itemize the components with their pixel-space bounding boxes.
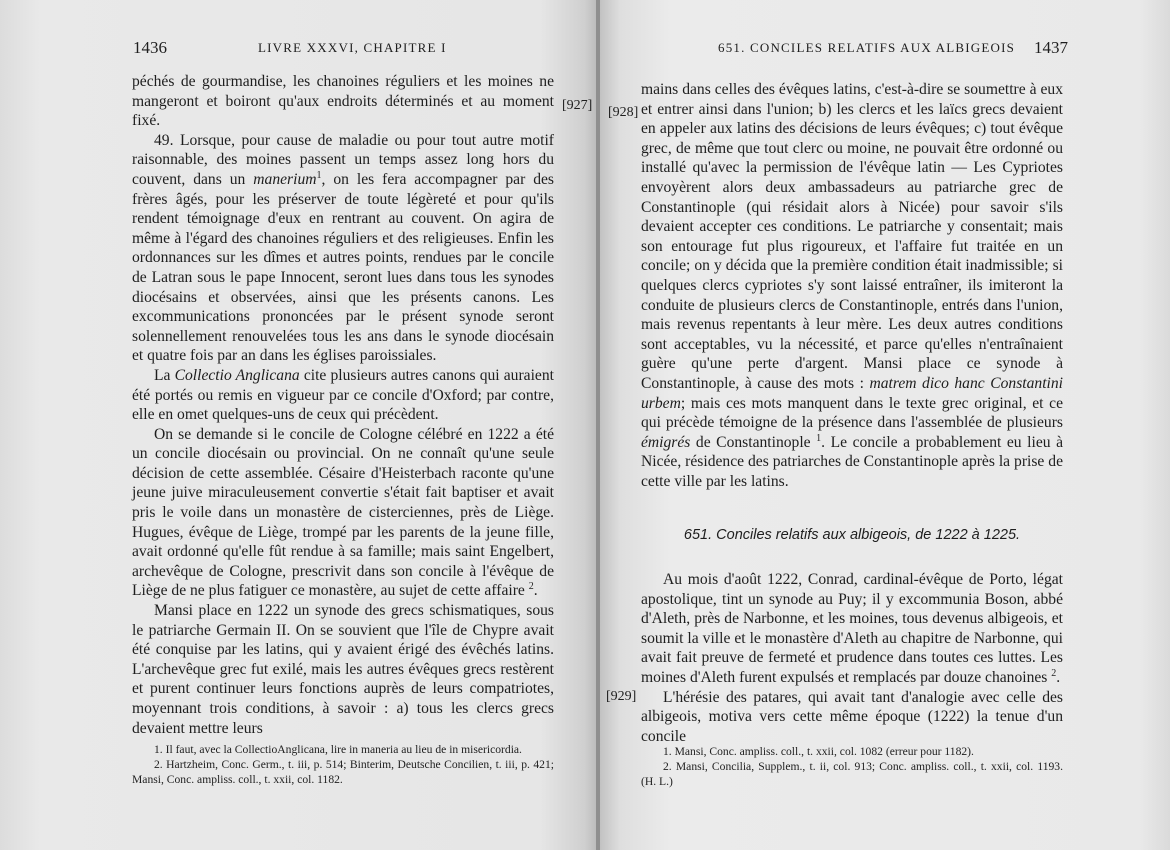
paragraph: Mansi place en 1222 un synode des grecs schismatiques, sous le patriarche Germain II. On se souvient que l'île de Chypre avait été conquise par les latins, qui y avaient érigé des évêchés latins. L'archevêque grec fut exilé, mais les autres évêques grecs restèrent et purent continuer leurs fonctions auprès de leurs compatriotes, moyennant trois conditions, à savoir : a) tous les clercs grecs devaient mettre leurs	[132, 602, 554, 737]
paragraph: L'hérésie des patares, qui avait tant d'analogie avec celle des albigeois, motiva vers cette même époque (1222) la tenue d'un concile	[641, 688, 1063, 745]
footnote-marker: 1	[316, 169, 322, 181]
body-text	[132, 72, 554, 738]
margin-reference: [928]	[608, 105, 639, 120]
text-run: La	[154, 366, 175, 384]
text-run: .	[533, 582, 538, 600]
footnote-marker: 2	[528, 581, 534, 593]
margin-reference: [927]	[562, 98, 593, 113]
paragraph	[641, 80, 1063, 491]
text-run: ; mais ces mots manquent dans le texte grec original, et ce qui précède témoigne de la présence dans l'assemblée de plusieurs	[641, 394, 1063, 432]
paragraph	[132, 425, 554, 601]
footnotes	[641, 744, 1063, 789]
text-run: Au mois d'août 1222, Conrad, cardinal-évêque de Porto, légat apostolique, tint un synode au Puy; il y excommunia Boson, abbé d'Aleth, près de Narbonne, et les moines, tous devenus albigeois, et soumit la ville et le monastère d'Aleth au chapitre de Narbonne, qui avait fait preuve de fermeté et prudence dans toutes ces luttes. Les moines d'Aleth furent expulsés et remplacés par douze chanoines	[641, 571, 1063, 686]
body-text	[641, 570, 1063, 746]
right-page	[600, 0, 1170, 850]
footnote: 1. Mansi, Conc. ampliss. coll., t. xxii, col. 1082 (erreur pour 1182).	[663, 745, 974, 758]
paragraph	[132, 131, 554, 366]
footnote: 1. Il faut, avec la CollectioAnglicana, lire in maneria au lieu de in misericordia.	[154, 743, 522, 756]
page-number: 1436	[133, 38, 167, 57]
text-run: . Le concile a probablement eu lieu à Nicée, résidence des patriarches de Constantinople après la prise de cette ville par les latins.	[641, 433, 1063, 490]
footnote: 2. Mansi, Concilia, Supplem., t. ii, col. 913; Conc. ampliss. coll., t. xxii, col. 1193. (H. L.)	[641, 760, 1063, 788]
text-run: 49. Lorsque, pour cause de maladie ou pour tout autre motif raisonnable, des moines passent un temps assez long hors du couvent, dans un	[132, 131, 554, 188]
text-run: cite plusieurs autres canons qui auraient été portés ou remis en vigueur par ce concile d'Oxford; par contre, elle en omet quelques-uns de ceux qui précèdent.	[132, 366, 554, 424]
running-head: LIVRE XXXVI, CHAPITRE I	[258, 40, 447, 55]
text-run: de Constantinople	[690, 433, 817, 451]
italic-term: émigrés	[641, 433, 691, 451]
section-heading: 651. Conciles relatifs aux albigeois, de 1222 à 1225.	[683, 527, 1021, 543]
running-head: 651. CONCILES RELATIFS AUX ALBIGEOIS	[718, 40, 1016, 55]
paragraph	[132, 366, 554, 425]
italic-term: Collectio Anglicana	[174, 366, 300, 384]
paragraph	[641, 570, 1063, 688]
page-number: 1437	[1034, 38, 1068, 57]
text-run: , on les fera accompagner par des frères âgés, pour les préserver de toute légèreté et pour qu'ils rendent témoignage d'eux en rentrant au couvent. On agira de même à l'égard des chanoines réguliers et des religieuses. Enfin les ordonnances sur les dîmes et autres points, rendues par le concile de Latran sous le pape Innocent, seront lues dans tous les synodes diocésains et observées, ainsi que les présents canons. Les excommunications prononcées par le présent synode seront solennellement renouvelées tous les ans dans le synode diocésain et quatre fois par an dans les églises paroissiales.	[132, 170, 555, 365]
text-run: .	[1056, 668, 1061, 686]
text-run: On se demande si le concile de Cologne célébré en 1222 a été un concile diocésain ou provincial. On ne connaît qu'une seule décision de cette assemblée. Césaire d'Heisterbach raconte qu'une jeune juive miraculeusement convertie s'était fait baptiser et avait pris le voile dans un monastère de cisterciennes, près de Liège. Hugues, évêque de Liège, trompé par les parents de la jeune fille, avait ordonné qu'elle fût rendue à sa famille; mais saint Engelbert, archevêque de Cologne, prescrivit dans son concile à l'évêque de Liège de ne plus fatiguer ce monastère, au sujet de cette affaire	[132, 425, 554, 600]
italic-term: manerium	[253, 170, 317, 188]
footnote-marker: 1	[816, 432, 822, 444]
body-text	[641, 80, 1063, 491]
italic-term: matrem dico hanc Constantini urbem	[641, 374, 1063, 412]
footnote: 2. Hartzheim, Conc. Germ., t. iii, p. 514; Binterim, Deutsche Concilien, t. iii, p. 421; Mansi, Conc. ampliss. coll., t. xxii, col. 1182.	[132, 758, 554, 786]
footnotes	[132, 742, 554, 787]
text-run: mains dans celles des évêques latins, c'est-à-dire se soumettre à eux et entrer ainsi dans l'union; b) les clercs et les laïcs grecs devaient en appeler aux latins des décisions de leurs évêques; c) tout évêque grec, de même que tout clerc ou moine, ne pouvait être ordonné ou installé qu'avec la permission de l'évêque latin — Les Cypriotes envoyèrent alors deux ambassadeurs au patriarche grec de Constantinople (qui résidait alors à Nicée) pour savoir s'ils devaient accepter ces conditions. Le patriarche y consentait; mais son entourage fut plus rigoureux, et l'affaire fut traitée en un concile; on y décida que la première condition était inadmissible; si quelques clercs cypriotes s'y sont laissé entraîner, ils imiteront la conduite de plusieurs clercs de Constantinople, entrés dans l'union, mais revenus repentants à leur mère. Les deux autres conditions sont acceptables, vu la nécessité, et parce qu'elles n'entraînaient guère qu'une perte d'argent. Mansi place ce synode à Constantinople, à cause des mots :	[641, 81, 1063, 392]
footnote-marker: 2	[1051, 667, 1057, 679]
paragraph: péchés de gourmandise, les chanoines réguliers et les moines ne mangeront et boiront qu'aux endroits déterminés et au moment fixé.	[132, 73, 554, 130]
margin-reference: [929]	[606, 689, 637, 704]
